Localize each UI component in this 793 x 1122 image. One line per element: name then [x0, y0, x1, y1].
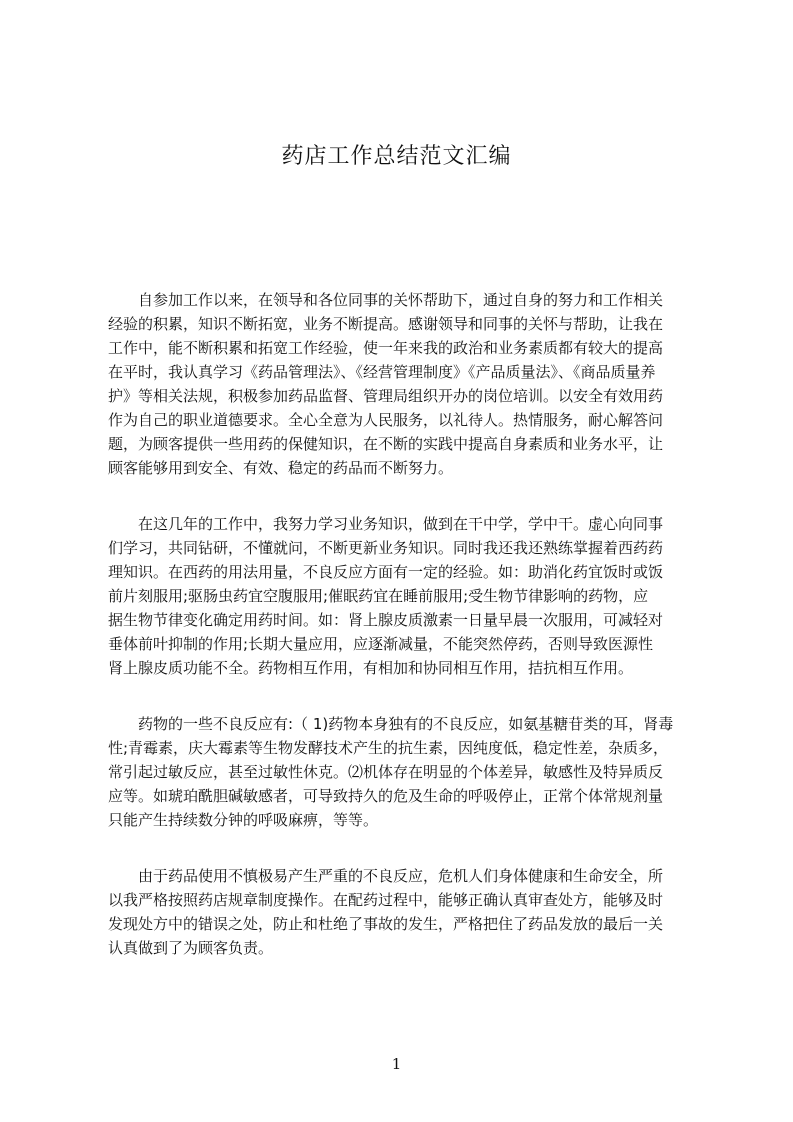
- paragraph-line: 作为自己的职业道德要求。全心全意为人民服务，以礼待人。热情服务，耐心解答问: [108, 411, 664, 429]
- paragraph-line: 垂体前叶抑制的作用;长期大量应用，应逐渐减量，不能突然停药，否则导致医源性: [108, 635, 654, 653]
- paragraph-2: [108, 512, 698, 680]
- paragraph-line: 只能产生持续数分钟的呼吸麻痹，等等。: [108, 811, 379, 829]
- paragraph-line: 题，为顾客提供一些用药的保健知识，在不断的实践中提高自身素质和业务水平，让: [108, 435, 664, 453]
- paragraph-line: 经验的积累，知识不断拓宽，业务不断提高。感谢领导和同事的关怀与帮助，让我在: [108, 315, 664, 333]
- paragraph-line: 应等。如琥珀酰胆碱敏感者，可导致持久的危及生命的呼吸停止，正常个体常规剂量: [108, 787, 664, 805]
- page-number: 1: [391, 1055, 402, 1073]
- paragraph-4: [108, 864, 698, 960]
- paragraph-line: 们学习，共同钻研，不懂就问，不断更新业务知识。同时我还我还熟练掌握着西药药: [108, 539, 664, 557]
- paragraph-3: [108, 712, 698, 832]
- paragraph-line: 在平时，我认真学习《药品管理法》、《经营管理制度》《产品质量法》、《商品质量养: [108, 363, 656, 381]
- paragraph-line: 发现处方中的错误之处，防止和杜绝了事故的发生，严格把住了药品发放的最后一关: [108, 915, 664, 933]
- paragraph-line: 自参加工作以来，在领导和各位同事的关怀帮助下，通过自身的努力和工作相关: [138, 291, 664, 309]
- paragraph-line: 由于药品使用不慎极易产生严重的不良反应，危机人们身体健康和生命安全，所: [138, 867, 664, 885]
- paragraph-line: 药物的一些不良反应有:（ 1)药物本身独有的不良反应，如氨基糖苷类的耳，肾毒: [138, 715, 674, 733]
- paragraph-line: 护》等相关法规，积极参加药品监督、管理局组织开办的岗位培训。以安全有效用药: [108, 387, 664, 405]
- paragraph-line: 前片刻服用;驱肠虫药宜空腹服用;催眠药宜在睡前服用;受生物节律影响的药物，应: [108, 587, 649, 605]
- paragraph-1: [108, 288, 698, 480]
- paragraph-line: 工作中，能不断积累和拓宽工作经验，使一年来我的政治和业务素质都有较大的提高: [108, 339, 664, 357]
- paragraph-line: 以我严格按照药店规章制度操作。在配药过程中，能够正确认真审查处方，能够及时: [108, 891, 664, 909]
- paragraph-line: 在这几年的工作中，我努力学习业务知识，做到在干中学，学中干。虚心向同事: [138, 515, 664, 533]
- document-title: 药店工作总结范文汇编: [281, 144, 512, 169]
- paragraph-line: 据生物节律变化确定用药时间。如：肾上腺皮质激素一日量早晨一次服用，可减轻对: [108, 611, 664, 629]
- paragraph-line: 认真做到了为顾客负责。: [108, 939, 274, 957]
- paragraph-line: 常引起过敏反应，甚至过敏性休克。⑵机体存在明显的个体差异，敏感性及特异质反: [108, 763, 664, 781]
- document-body: [108, 288, 698, 992]
- paragraph-line: 顾客能够用到安全、有效、稳定的药品而不断努力。: [108, 459, 454, 477]
- paragraph-line: 性;青霉素，庆大霉素等生物发酵技术产生的抗生素，因纯度低，稳定性差，杂质多，: [108, 739, 669, 757]
- paragraph-line: 理知识。在西药的用法用量，不良反应方面有一定的经验。如：助消化药宜饭时或饭: [108, 563, 664, 581]
- paragraph-line: 肾上腺皮质功能不全。药物相互作用，有相加和协同相互作用，拮抗相互作用。: [108, 659, 634, 677]
